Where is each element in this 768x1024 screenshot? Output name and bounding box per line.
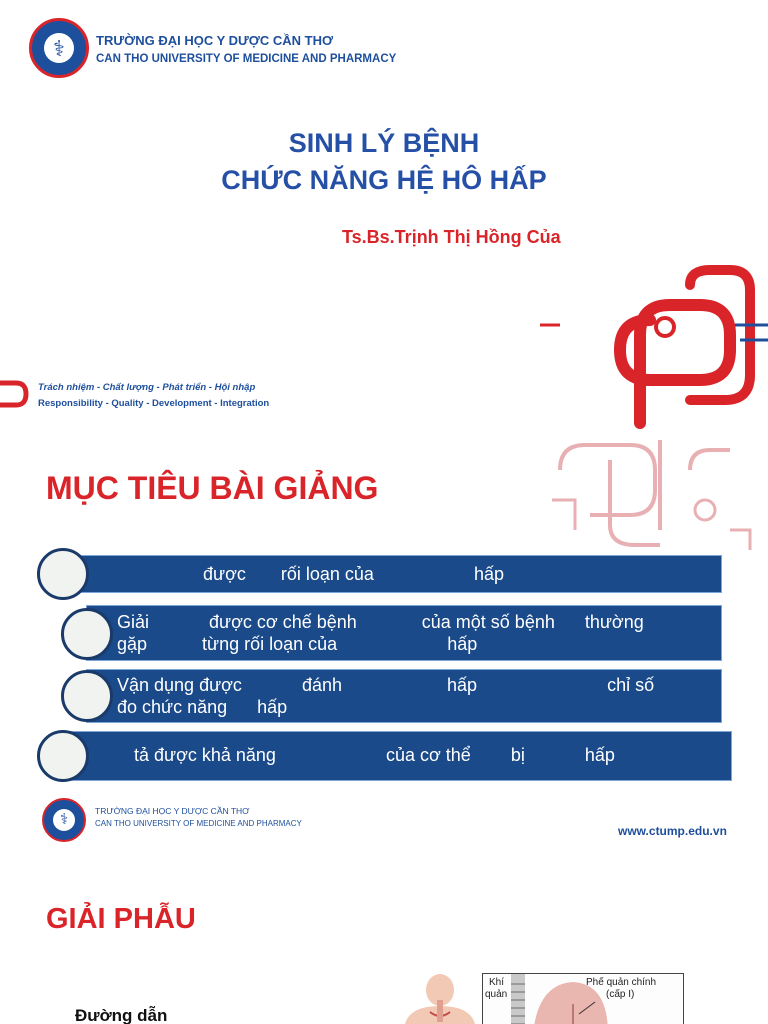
objective-bullet-3 [61,670,113,722]
label-bronchus-2: (cấp I) [606,989,635,1000]
faint-knot-icon [550,430,768,560]
author-name: Ts.Bs.Trịnh Thị Hồng Của [342,227,561,247]
objectives-heading: MỤC TIÊU BÀI GIẢNG [46,470,379,506]
slogan-mark-icon [0,380,30,408]
university-logo: ⚕ [29,18,89,78]
slogan-vn: Trách nhiệm - Chất lượng - Phát triển - Hội nhập [38,382,256,393]
objectives-slide [0,430,768,850]
title-slide [0,0,768,430]
objective-1-text: được rối loạn của hấp [143,564,504,584]
university-name-en: CAN THO UNIVERSITY OF MEDICINE AND PHARMACY [96,53,397,65]
anatomy-heading: GIẢI PHẪU [46,903,196,935]
objective-bar-4 [62,731,732,781]
anatomy-slide [0,850,768,1024]
website-url: www.ctump.edu.vn [618,824,727,838]
presentation-title-line2: CHỨC NĂNG HỆ HÔ HẤP [221,165,547,195]
slogan-en: Responsibility - Quality - Development - Integration [38,398,270,409]
label-bronchus-1: Phế quản chính [586,977,657,988]
objective-bar-3 [86,669,722,723]
label-trachea-2: quản [485,989,508,1000]
objective-3-line2: đo chức năng hấp [117,697,288,717]
objective-4-text: tả được khả năng của cơ thể bị hấp [119,745,615,765]
university-name-vn: TRƯỜNG ĐẠI HỌC Y DƯỢC CẦN THƠ [96,33,334,48]
objective-2-line1: Giải được cơ chế bệnh của một số bệnh thường [117,612,644,632]
objective-bullet-2 [61,608,113,660]
objective-3-line1: Vận dụng được đánh hấp chỉ số [117,675,655,695]
footer-university-name-en: CAN THO UNIVERSITY OF MEDICINE AND PHARMACY [95,819,302,828]
label-trachea-1: Khí [489,977,505,988]
footer-university-name-vn: TRƯỜNG ĐẠI HỌC Y DƯỢC CẦN THƠ [95,806,250,816]
objective-bullet-1 [37,548,89,600]
body-figure-icon [400,972,480,1024]
presentation-title-line1: SINH LÝ BỆNH [288,128,480,158]
objective-bar-1 [62,555,722,593]
anatomy-subheading: Đường dẫn [75,1006,168,1024]
objective-bullet-4 [37,730,89,782]
lung-diagram [482,973,684,1024]
objective-2-line2: gặp từng rối loạn của hấp [117,634,478,654]
footer-university-logo: ⚕ [42,798,86,842]
decorative-knot-icon [540,265,768,430]
objective-bar-2 [86,605,722,661]
